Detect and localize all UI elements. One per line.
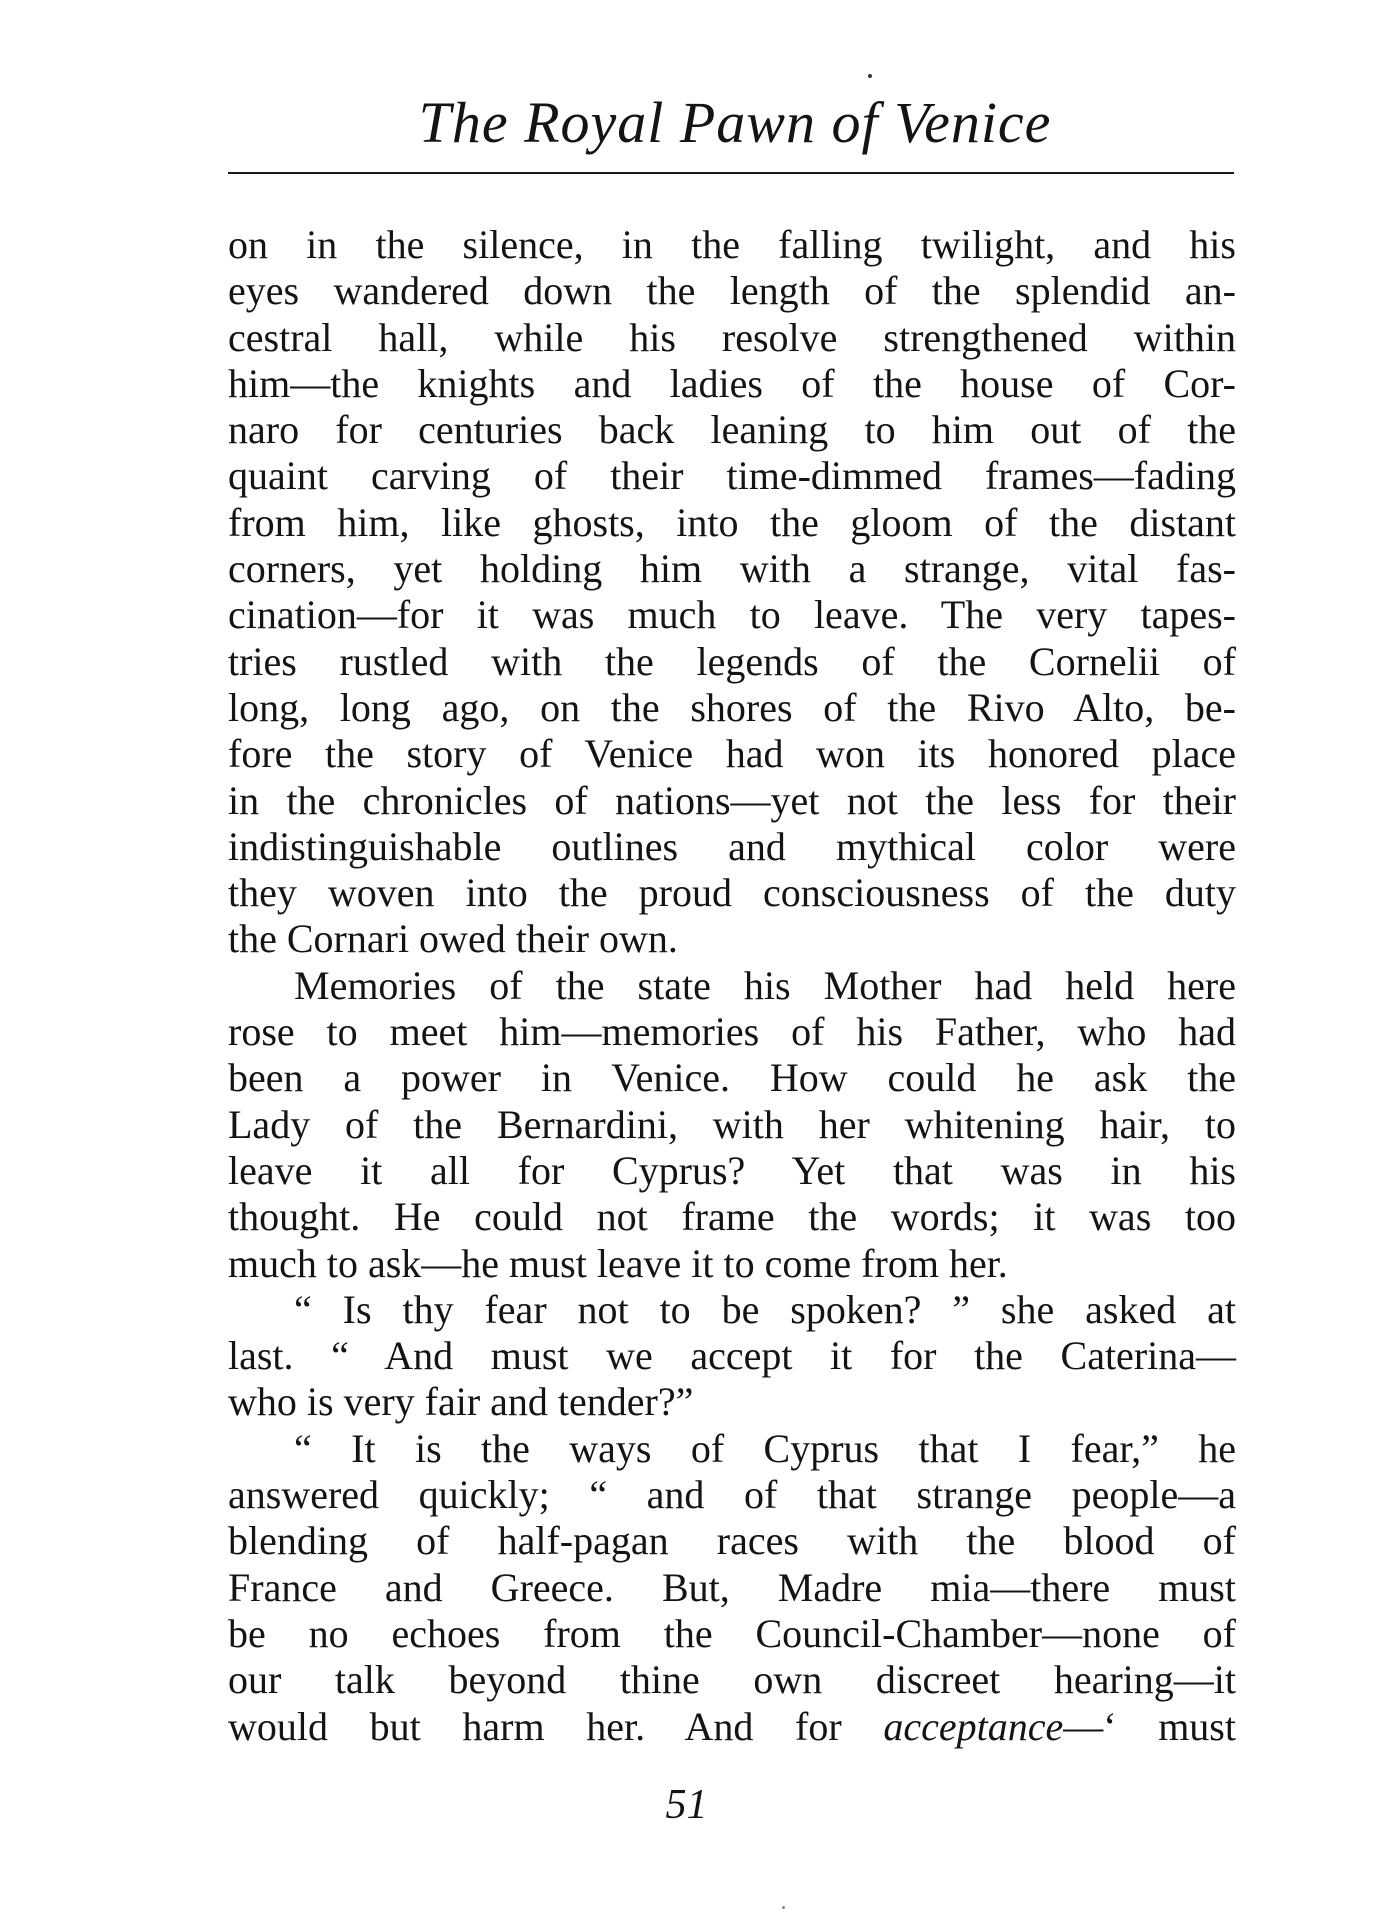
ink-speck	[782, 1906, 785, 1909]
text-line: our talk beyond thine own discreet hearing—it	[228, 1657, 1236, 1703]
text-line: France and Greece. But, Madre mia—there must	[228, 1564, 1236, 1610]
text-line: cestral hall, while his resolve strengthened within	[228, 314, 1236, 360]
text-line: in the chronicles of nations—yet not the less for their	[228, 777, 1236, 823]
ink-speck	[868, 74, 872, 78]
text-line: on in the silence, in the falling twilight, and his	[228, 222, 1236, 267]
text-line: they woven into the proud consciousness of the duty	[228, 870, 1236, 916]
text-line: blending of half-pagan races with the blood of	[228, 1518, 1236, 1564]
text-line: rose to meet him—memories of his Father, who had	[228, 1009, 1236, 1055]
final-line-end: —‘ must	[1063, 1703, 1236, 1749]
text-line: who is very fair and tender?”	[228, 1379, 694, 1425]
text-line: the Cornari owed their own.	[228, 916, 678, 962]
text-line: cination—for it was much to leave. The very tapes-	[228, 592, 1236, 638]
text-line: much to ask—he must leave it to come from her.	[228, 1240, 1008, 1286]
text-line: Lady of the Bernardini, with her whitening hair, to	[228, 1101, 1236, 1147]
italic-word: acceptance	[883, 1703, 1064, 1749]
text-line: Memories of the state his Mother had held here	[294, 962, 1236, 1008]
running-head-title: The Royal Pawn of Venice	[418, 90, 1052, 155]
text-line: answered quickly; “ and of that strange people—a	[228, 1472, 1236, 1518]
text-line: fore the story of Venice had won its honored place	[228, 731, 1236, 777]
text-line: quaint carving of their time-dimmed frames—fading	[228, 453, 1236, 499]
header-rule	[228, 172, 1234, 174]
text-line: him—the knights and ladies of the house of Cor-	[228, 360, 1236, 406]
text-line: been a power in Venice. How could he ask the	[228, 1055, 1236, 1101]
text-line: leave it all for Cyprus? Yet that was in his	[228, 1147, 1236, 1193]
text-line: corners, yet holding him with a strange, vital fas-	[228, 546, 1236, 592]
text-line: last. “ And must we accept it for the Caterina—	[228, 1333, 1236, 1379]
text-line: indistinguishable outlines and mythical color were	[228, 823, 1236, 869]
text-line: from him, like ghosts, into the gloom of the distant	[228, 499, 1236, 545]
text-line: “ Is thy fear not to be spoken? ” she asked at	[294, 1286, 1236, 1332]
body-text	[228, 222, 1236, 1750]
text-line: long, long ago, on the shores of the Rivo Alto, be-	[228, 684, 1236, 730]
final-line-start: would but harm her. And for	[228, 1703, 884, 1749]
text-line: “ It is the ways of Cyprus that I fear,” he	[294, 1425, 1236, 1471]
text-line: naro for centuries back leaning to him out of the	[228, 407, 1236, 453]
text-line: be no echoes from the Council-Chamber—none of	[228, 1610, 1236, 1656]
page-number: 51	[665, 1782, 708, 1828]
text-line: eyes wandered down the length of the splendid an-	[228, 268, 1236, 314]
text-line: tries rustled with the legends of the Cornelii of	[228, 638, 1236, 684]
text-line-final	[228, 1704, 1236, 1750]
text-line: thought. He could not frame the words; it was too	[228, 1194, 1236, 1240]
